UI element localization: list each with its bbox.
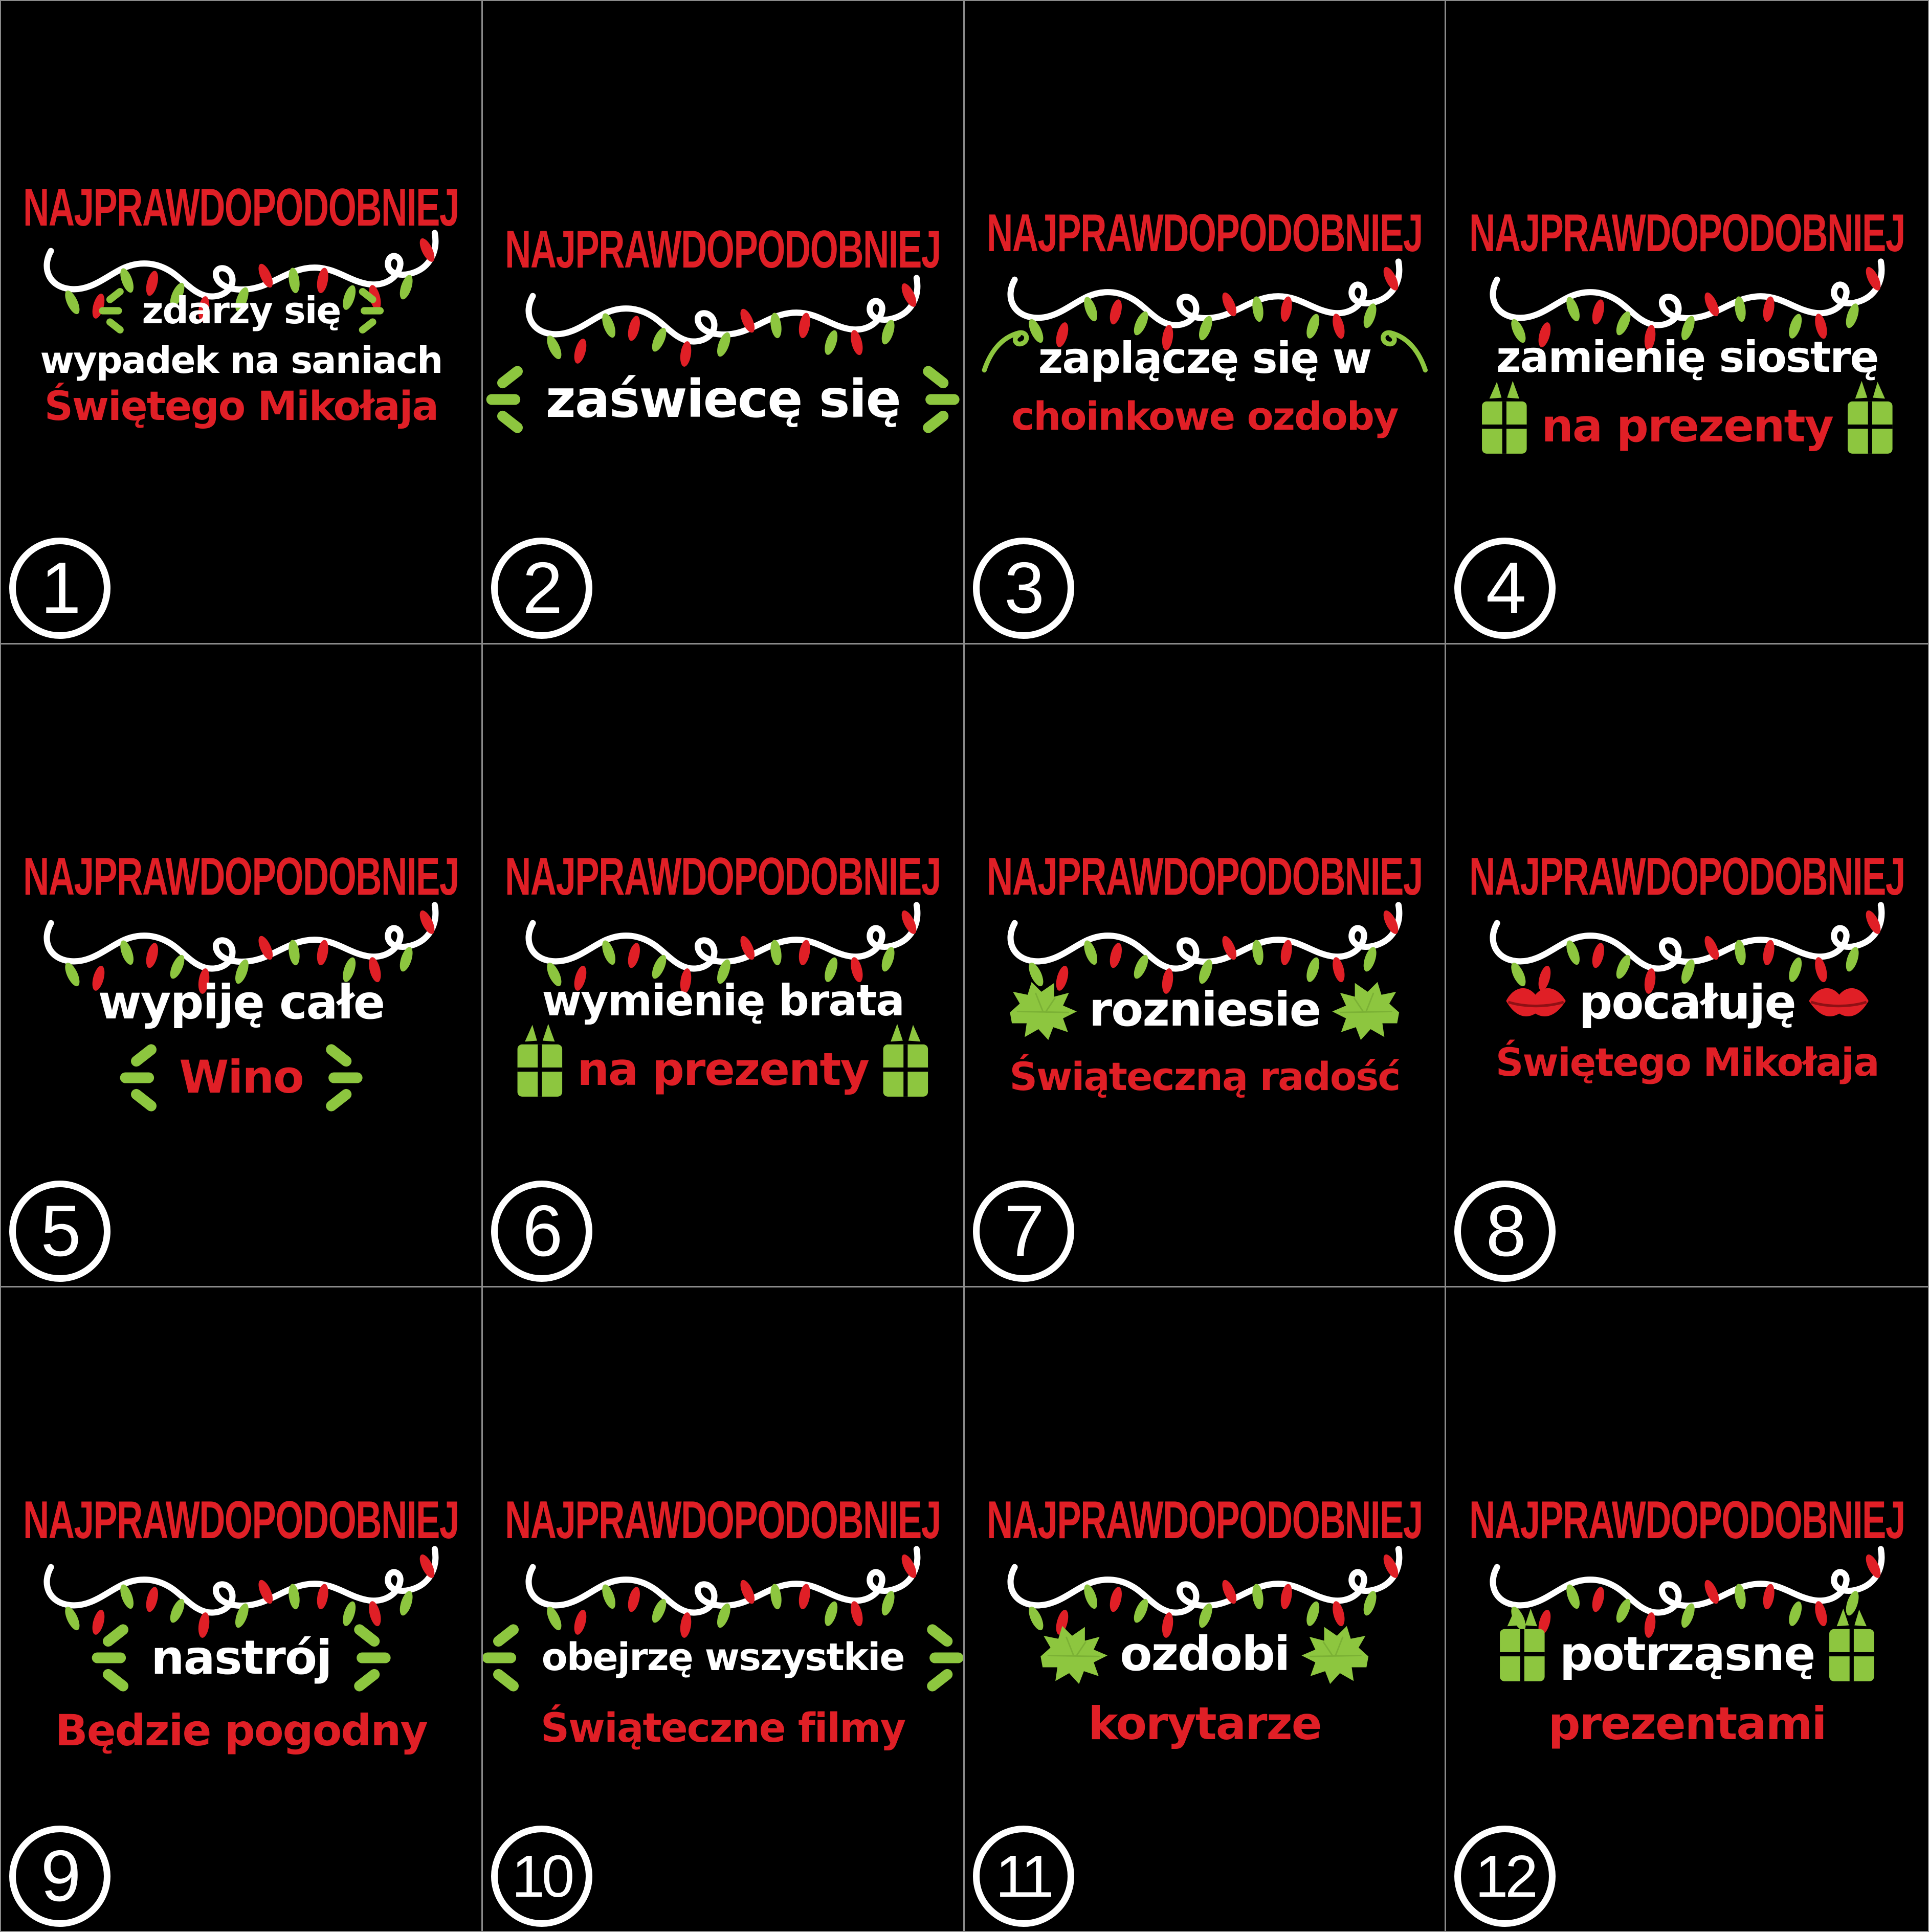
- tile-header-text: NAJPRAWDOPODOBNIEJ: [986, 204, 1423, 263]
- gift-box-icon: [512, 1037, 568, 1101]
- tile-text-block: [1446, 1622, 1928, 1750]
- tile-header-text: NAJPRAWDOPODOBNIEJ: [1469, 847, 1905, 906]
- tile-number: 10: [512, 1842, 572, 1909]
- tile-red-line: [1009, 1054, 1400, 1100]
- tile-white-line-1: [1037, 1622, 1372, 1686]
- tile-header-text: NAJPRAWDOPODOBNIEJ: [1469, 1491, 1905, 1550]
- design-tile: [483, 1287, 965, 1931]
- holly-leaf-icon: [1037, 1622, 1111, 1686]
- sparkle-burst-icon: [349, 286, 386, 335]
- sparkle-burst-icon: [914, 1622, 965, 1694]
- tile-red-text: Świąteczną radość: [1009, 1054, 1400, 1100]
- tile-red-line: [1495, 1039, 1879, 1085]
- vine-curl-icon: [1380, 335, 1428, 382]
- tile-text-block: [1, 286, 481, 428]
- tile-white-text-1: potrząsnę: [1559, 1626, 1815, 1681]
- tile-red-text: Świętego Mikołaja: [44, 383, 438, 430]
- tile-white-line-1: [542, 975, 904, 1026]
- tile-white-text-1: zaplączę się w: [1038, 333, 1371, 384]
- design-tile: [965, 1, 1447, 645]
- tile-number: 6: [522, 1190, 561, 1272]
- tile-red-text: Świąteczne filmy: [540, 1705, 905, 1752]
- tile-header-text: NAJPRAWDOPODOBNIEJ: [505, 219, 941, 279]
- tile-red-text: choinkowe ozdoby: [1011, 393, 1398, 439]
- tile-number: 7: [1004, 1190, 1043, 1272]
- tile-white-text-1: obejrzę wszystkie: [541, 1635, 904, 1680]
- tile-header-text: NAJPRAWDOPODOBNIEJ: [23, 178, 459, 238]
- tile-number-badge: [491, 538, 592, 639]
- tile-number: 1: [40, 547, 79, 629]
- tile-white-line-1: [483, 364, 963, 435]
- tile-text-block: [965, 1622, 1445, 1750]
- tile-white-line-2: wypadek na saniach: [40, 339, 442, 382]
- tile-number-badge: [1454, 538, 1556, 639]
- design-tile: [483, 1, 965, 645]
- design-tile: [1, 645, 483, 1288]
- holly-leaf-icon: [1006, 978, 1080, 1042]
- tile-white-text-1: wymienię brata: [542, 975, 904, 1026]
- tile-text-block: [965, 335, 1445, 437]
- kiss-lips-icon: [1502, 979, 1570, 1026]
- tile-text-block: [483, 975, 963, 1101]
- tile-header-text: NAJPRAWDOPODOBNIEJ: [986, 1491, 1423, 1550]
- sparkle-burst-icon: [341, 1622, 394, 1694]
- tile-number: 4: [1485, 547, 1524, 629]
- sparkle-burst-icon: [313, 1042, 366, 1114]
- tile-number-badge: [9, 1826, 110, 1927]
- tile-number-badge: [973, 1826, 1074, 1927]
- tile-white-line-1: [98, 975, 385, 1030]
- gift-box-icon: [1824, 1622, 1879, 1686]
- design-tile: [1446, 1, 1928, 645]
- tile-text-block: [483, 1622, 963, 1750]
- sparkle-burst-icon: [116, 1042, 170, 1114]
- tile-number: 8: [1485, 1190, 1524, 1272]
- tile-red-text: na prezenty: [1541, 399, 1833, 452]
- tile-white-line-1: [1496, 332, 1878, 383]
- tile-number-badge: [973, 538, 1074, 639]
- holly-leaf-icon: [1329, 978, 1403, 1042]
- tile-text-block: [1446, 332, 1928, 458]
- tile-number: 12: [1475, 1842, 1535, 1909]
- tile-number-badge: [973, 1181, 1074, 1282]
- tile-white-text-1: zaświecę się: [545, 369, 900, 430]
- sparkle-burst-icon: [88, 1622, 142, 1694]
- tile-white-text-1: zdarzy się: [142, 289, 341, 332]
- tile-red-line: [540, 1705, 905, 1752]
- gift-box-icon: [1842, 394, 1898, 458]
- sparkle-burst-icon: [910, 364, 963, 435]
- design-tile: [1446, 1287, 1928, 1931]
- holly-leaf-icon: [1298, 1622, 1372, 1686]
- sparkle-burst-icon: [96, 286, 132, 335]
- sparkle-burst-icon: [483, 1622, 533, 1694]
- tile-text-block: [483, 364, 963, 435]
- tile-red-line: [1088, 1697, 1321, 1750]
- tile-red-line: [1476, 394, 1898, 458]
- tile-text-block: [1, 975, 481, 1114]
- tile-white-text-1: wypiję całe: [98, 975, 385, 1030]
- tile-red-text: Wino: [179, 1051, 303, 1104]
- tile-white-line-1: [1006, 978, 1404, 1042]
- string-lights-icon: [507, 268, 939, 367]
- sparkle-burst-icon: [483, 364, 537, 435]
- tile-number: 11: [995, 1842, 1051, 1909]
- tile-red-line: [44, 383, 438, 430]
- design-tile: [965, 645, 1447, 1288]
- gift-box-icon: [1494, 1622, 1550, 1686]
- tile-header-text: NAJPRAWDOPODOBNIEJ: [23, 847, 459, 906]
- tile-number-badge: [1454, 1826, 1556, 1927]
- tile-red-line: [1011, 393, 1398, 439]
- tile-red-text: Będzie pogodny: [55, 1705, 428, 1756]
- tile-number-badge: [9, 1181, 110, 1282]
- tile-text-block: [1446, 975, 1928, 1085]
- tile-white-line-1: [96, 286, 386, 335]
- tile-header-text: NAJPRAWDOPODOBNIEJ: [505, 847, 941, 906]
- tile-white-line-1: [1494, 1622, 1880, 1686]
- tile-red-text: Świętego Mikołaja: [1495, 1039, 1879, 1085]
- tile-number: 5: [40, 1190, 79, 1272]
- tile-red-line: [116, 1042, 366, 1114]
- tile-number-badge: [491, 1826, 592, 1927]
- tile-red-line: [1548, 1697, 1826, 1750]
- tile-white-text-1: rozniesie: [1089, 982, 1320, 1037]
- tile-red-text: na prezenty: [577, 1042, 869, 1096]
- tile-number-badge: [1454, 1181, 1556, 1282]
- tile-text-block: [1, 1622, 481, 1756]
- tile-header-text: NAJPRAWDOPODOBNIEJ: [23, 1491, 459, 1550]
- tile-white-line-1: [1502, 975, 1873, 1030]
- tile-header-text: NAJPRAWDOPODOBNIEJ: [986, 847, 1423, 906]
- tile-number: 3: [1004, 547, 1043, 629]
- design-tile: [1446, 645, 1928, 1288]
- design-tile: [483, 645, 965, 1288]
- design-tile: [1, 1, 483, 645]
- tile-number: 9: [40, 1835, 79, 1917]
- tile-header-text: NAJPRAWDOPODOBNIEJ: [1469, 204, 1905, 263]
- tile-white-line-1: [483, 1622, 965, 1694]
- gift-box-icon: [878, 1037, 934, 1101]
- tile-red-text: prezentami: [1548, 1697, 1826, 1750]
- vine-curl-icon: [981, 335, 1029, 382]
- tile-white-text-1: ozdobi: [1120, 1626, 1290, 1681]
- tile-header-text: NAJPRAWDOPODOBNIEJ: [505, 1491, 941, 1550]
- tile-white-text-1: zamienię siostrę: [1496, 332, 1878, 383]
- design-tile: [965, 1287, 1447, 1931]
- tile-red-line: [512, 1037, 934, 1101]
- tile-number-badge: [491, 1181, 592, 1282]
- tile-red-line: [55, 1705, 428, 1756]
- tile-white-line-1: [88, 1622, 394, 1694]
- design-tile: [1, 1287, 483, 1931]
- tile-white-text-1: nastrój: [151, 1630, 331, 1685]
- tile-red-text: korytarze: [1088, 1697, 1321, 1750]
- kiss-lips-icon: [1805, 979, 1873, 1026]
- gift-box-icon: [1476, 394, 1532, 458]
- tile-text-block: [965, 978, 1445, 1100]
- tile-number: 2: [522, 547, 561, 629]
- tile-white-line-1: [981, 335, 1428, 382]
- tile-number-badge: [9, 538, 110, 639]
- tile-white-text-1: pocałuję: [1579, 975, 1795, 1030]
